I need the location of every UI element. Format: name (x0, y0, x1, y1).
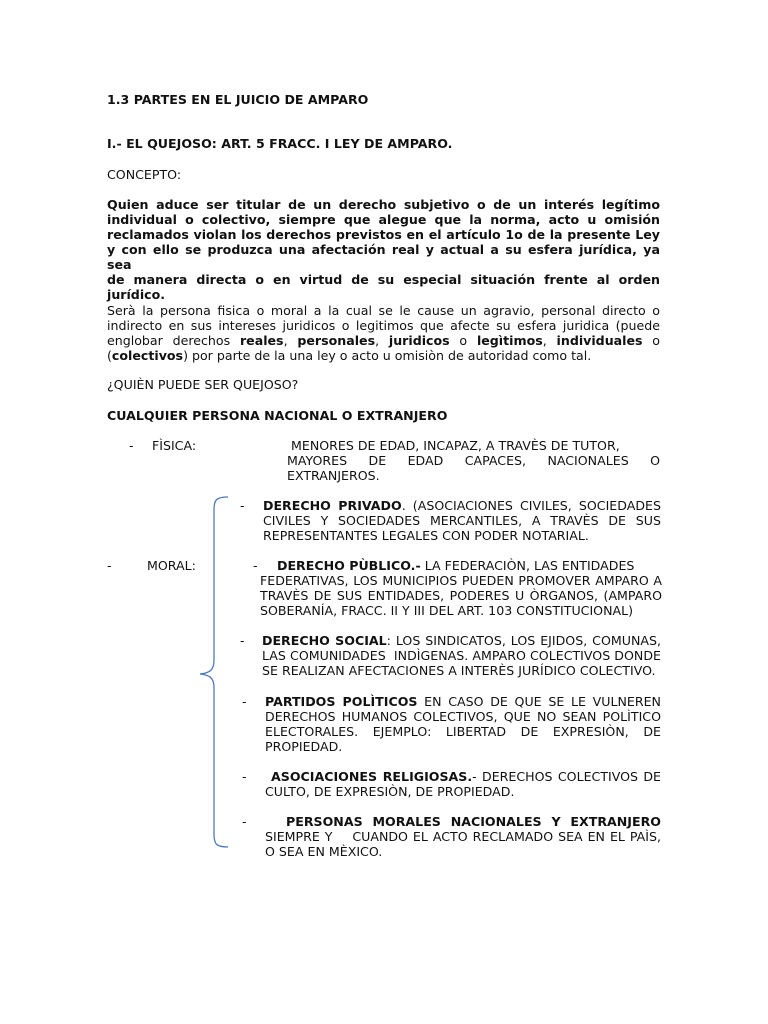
text-span: o (449, 333, 477, 348)
curly-brace (196, 494, 232, 850)
definition-paragraph (107, 303, 660, 363)
fisica-label: FÌSICA: (152, 438, 197, 453)
fisica-line: MENORES DE EDAD, INCAPAZ, A TRAVÈS DE TUTOR, (287, 438, 620, 453)
concept-line: individual o colectivo, siempre que alegue que la norma, acto u omisión (107, 212, 660, 227)
item-line: LAS COMUNIDADES INDÌGENAS. AMPARO COLECTIVOS DONDE (262, 648, 661, 663)
text-span: , (542, 333, 557, 348)
concept-line: jurídico. (107, 287, 166, 302)
text-span: o (642, 333, 661, 348)
concept-line: reclamados violan los derechos previstos en el artículo 1o de la presente Ley (107, 227, 660, 242)
item-line: FEDERATIVAS, LOS MUNICIPIOS PUEDEN PROMOVER AMPARO A (260, 573, 662, 588)
term-juridicos: juridicos (388, 333, 450, 348)
list-dash: - (242, 694, 247, 709)
term-colectivos: colectivos (111, 348, 184, 363)
item-line (260, 558, 662, 573)
item-line: SE REALIZAN AFECTACIONES A INTERÈS JURÍDICO COLECTIVO. (262, 663, 656, 678)
text-span: ) por parte de la una ley o acto u omisiòn de autoridad como tal. (183, 348, 592, 363)
item-line (265, 694, 661, 709)
item-title: DERECHO PÙBLICO.- (277, 558, 421, 573)
list-dash: - (240, 633, 245, 648)
text-span: : LOS SINDICATOS, LOS EJIDOS, COMUNAS, (386, 633, 661, 648)
fisica-line: EXTRANJEROS. (287, 468, 380, 483)
question-heading: ¿QUIÈN PUEDE SER QUEJOSO? (107, 377, 299, 392)
item-title: ASOCIACIONES RELIGIOSAS. (271, 769, 473, 784)
item-title: PARTIDOS POLÌTICOS (265, 694, 418, 709)
paragraph-line: Serà la persona fisica o moral a la cual se le cause un agravio, personal directo o (107, 303, 660, 318)
item-line: DERECHOS HUMANOS COLECTIVOS, QUE NO SEAN POLÌTICO (265, 709, 661, 724)
item-line: O SEA EN MÈXICO. (265, 844, 383, 859)
term-individuales: individuales (556, 333, 643, 348)
item-line: SOBERANÍA, FRACC. II Y III DEL ART. 103 CONSTITUCIONAL) (260, 603, 634, 618)
item-title: DERECHO SOCIAL (262, 633, 387, 648)
item-line (265, 769, 661, 784)
moral-item-derecho-publico (260, 558, 662, 618)
answer-heading: CUALQUIER PERSONA NACIONAL O EXTRANJERO (107, 408, 448, 423)
text-span: LA FEDERACIÒN, LAS ENTIDADES (420, 558, 635, 573)
text-span: , (375, 333, 389, 348)
moral-item-partidos-politicos (265, 694, 661, 754)
fisica-line: MAYORES DE EDAD CAPACES, NACIONALES O (287, 453, 660, 468)
concept-line: de manera directa o en virtud de su especial situación frente al orden (107, 272, 660, 287)
item-line: REPRESENTANTES LEGALES CON PODER NOTARIAL. (263, 528, 589, 543)
list-dash: - (240, 498, 245, 513)
item-line: CULTO, DE EXPRESIÒN, DE PROPIEDAD. (265, 784, 515, 799)
item-line: TRAVÈS DE SUS ENTIDADES, PODERES U ÒRGANOS, (AMPARO (260, 588, 662, 603)
moral-item-derecho-privado (263, 498, 661, 543)
text-span: - DERECHOS COLECTIVOS DE (472, 769, 662, 784)
paragraph-line: (colectivos) por parte de la una ley o acto u omisiòn de autoridad como tal. (107, 348, 592, 363)
term-legitimos: legìtimos (476, 333, 543, 348)
item-title: DERECHO PRIVADO (263, 498, 402, 513)
moral-item-personas-morales (265, 814, 661, 859)
list-dash: - (242, 814, 247, 829)
paragraph-line (107, 333, 660, 348)
list-dash: - (242, 769, 247, 784)
concept-label: CONCEPTO: (107, 167, 182, 182)
list-dash: - (107, 558, 112, 573)
moral-label: MORAL: (147, 558, 196, 573)
text-span: , (283, 333, 298, 348)
item-line (262, 633, 661, 648)
concept-line: Quien aduce ser titular de un derecho subjetivo o de un interés legítimo (107, 197, 660, 212)
moral-item-derecho-social (262, 633, 661, 678)
fisica-description (287, 438, 660, 483)
concept-paragraph (107, 197, 660, 302)
moral-item-asociaciones-religiosas (265, 769, 661, 799)
term-reales: reales (239, 333, 284, 348)
item-line: CIVILES Y SOCIEDADES MERCANTILES, A TRAVÈS DE SUS (263, 513, 661, 528)
item-title: PERSONAS MORALES NACIONALES Y EXTRANJERO (286, 814, 661, 829)
text-span: englobar derechos (107, 333, 240, 348)
text-span: EN CASO DE QUE SE LE VULNEREN (417, 694, 661, 709)
item-line: ELECTORALES. EJEMPLO: LIBERTAD DE EXPRESIÒN, DE (265, 724, 661, 739)
page-heading: 1.3 PARTES EN EL JUICIO DE AMPARO (107, 92, 369, 107)
section-subheading: I.- EL QUEJOSO: ART. 5 FRACC. I LEY DE AMPARO. (107, 136, 453, 151)
text-span: . (ASOCIACIONES CIVILES, SOCIEDADES (401, 498, 661, 513)
term-personales: personales (297, 333, 376, 348)
item-line (263, 498, 661, 513)
list-dash: - (129, 438, 134, 453)
paragraph-line: indirecto en sus intereses juridicos o legitimos que afecte su esfera juridica (puede (107, 318, 660, 333)
item-line: SIEMPRE Y CUANDO EL ACTO RECLAMADO SEA EN EL PAÌS, (265, 829, 661, 844)
item-line: PROPIEDAD. (265, 739, 343, 754)
list-dash: - (253, 558, 258, 573)
concept-line: y con ello se produzca una afectación real y actual a su esfera jurídica, ya sea (107, 242, 660, 272)
item-line (265, 814, 661, 829)
